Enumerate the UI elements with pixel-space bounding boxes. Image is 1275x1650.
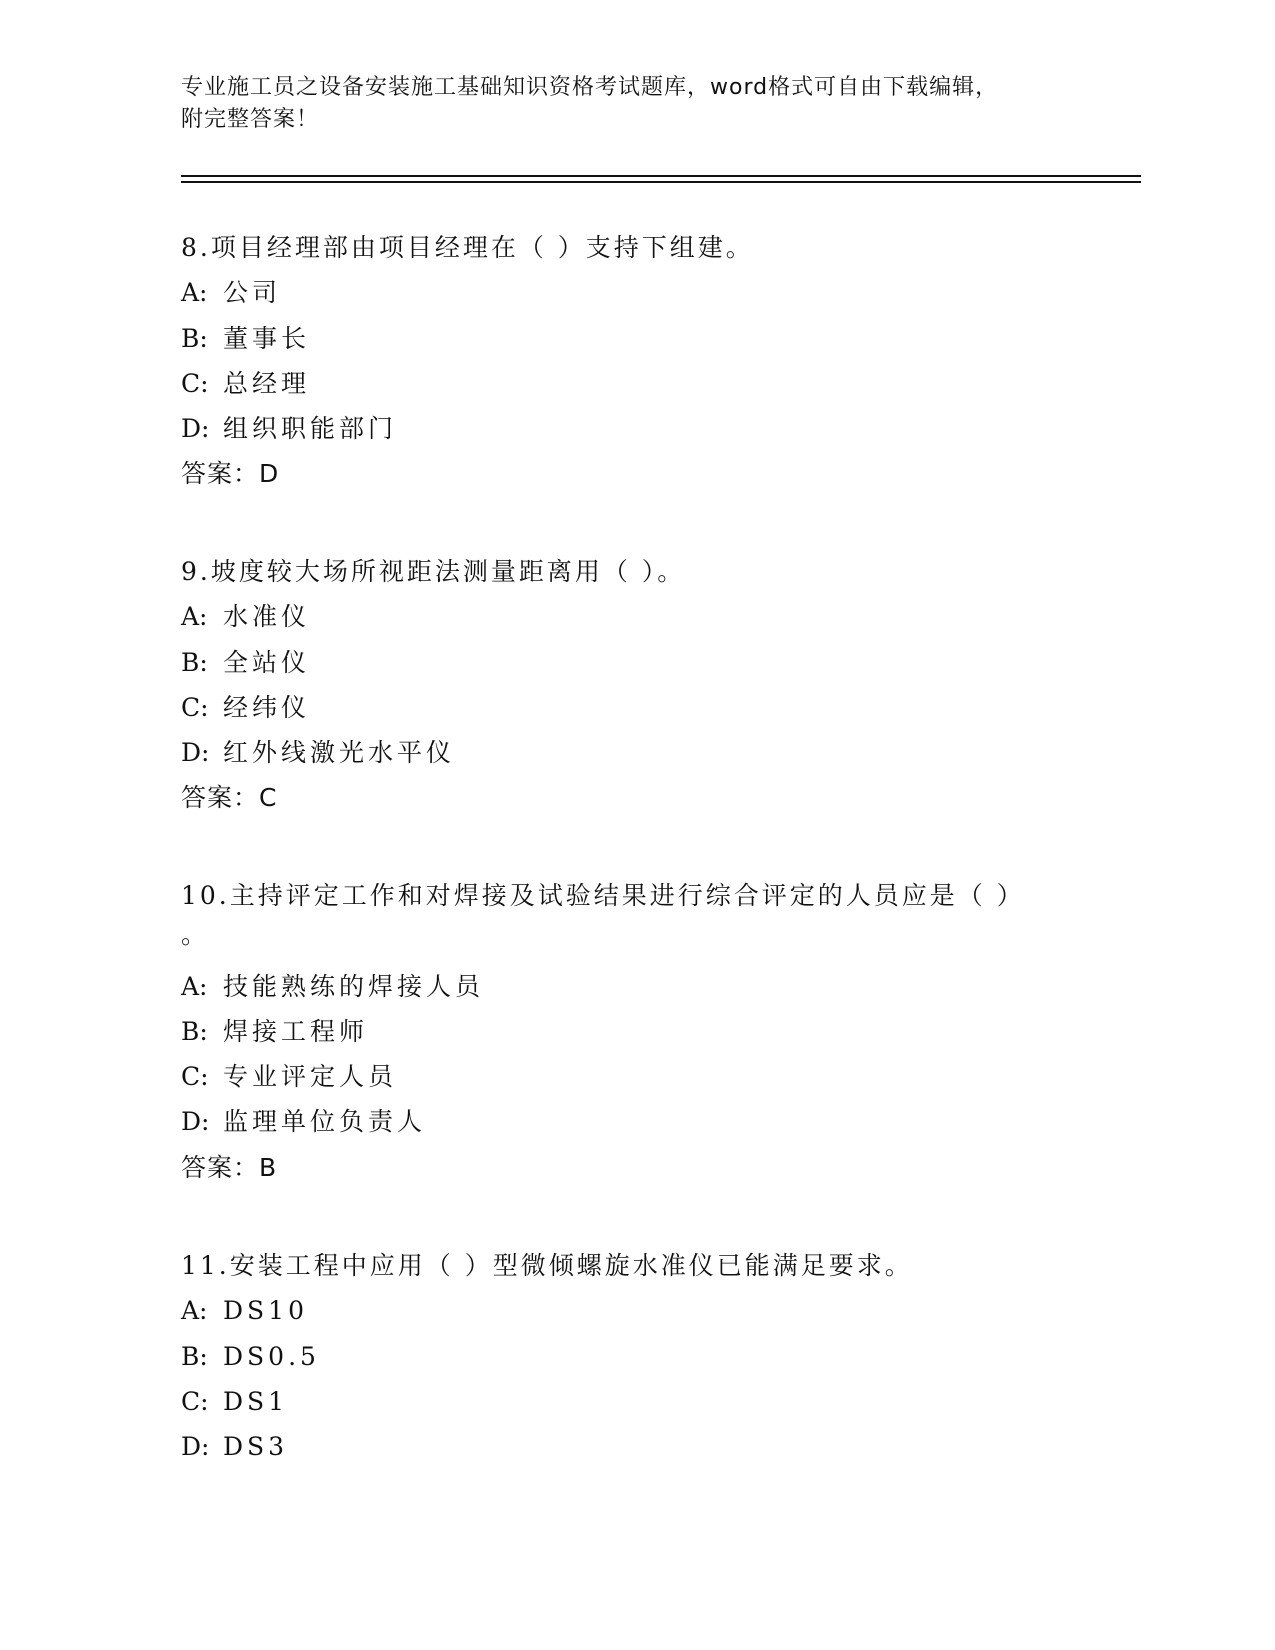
option-c — [181, 361, 1141, 406]
question-stem: 9.坡度较大场所视距法测量距离用（ ）。 — [181, 557, 686, 586]
option-label: A: — [181, 602, 208, 632]
option-label: C: — [181, 692, 209, 722]
option-text: 全站仪 — [223, 647, 311, 677]
option-label: A: — [181, 278, 208, 308]
option-text: 监理单位负责人 — [223, 1107, 427, 1137]
question-stem: 8.项目经理部由项目经理在（ ）支持下组建。 — [181, 233, 754, 262]
option-text: DS1 — [223, 1386, 289, 1416]
option-label: D: — [181, 414, 210, 444]
answer: 答案：C — [181, 783, 278, 813]
option-d — [181, 1099, 1141, 1144]
option-label: C: — [181, 368, 209, 398]
option-text: 水准仪 — [223, 602, 311, 632]
header-line-2: 附完整答案！ — [181, 107, 320, 132]
option-text: 组织职能部门 — [223, 414, 398, 444]
question-11 — [181, 1243, 1141, 1469]
option-label: D: — [181, 1432, 210, 1462]
question-stem: 10.主持评定工作和对焊接及试验结果进行综合评定的人员应是（ ） — [181, 881, 1025, 910]
option-label: B: — [181, 323, 208, 353]
question-9 — [181, 549, 1141, 821]
header-divider-bottom — [181, 181, 1141, 183]
option-text: 红外线激光水平仪 — [223, 738, 456, 768]
option-text: 焊接工程师 — [223, 1016, 369, 1046]
question-10 — [181, 873, 1141, 1190]
option-label: A: — [181, 971, 208, 1001]
option-label: C: — [181, 1386, 209, 1416]
option-text: 公司 — [223, 278, 282, 308]
option-label: D: — [181, 1107, 210, 1137]
option-d — [181, 730, 1141, 775]
option-label: B: — [181, 1016, 208, 1046]
option-text: 总经理 — [223, 368, 311, 398]
option-c — [181, 1379, 1141, 1424]
answer: 答案：B — [181, 1152, 278, 1182]
option-a — [181, 964, 1141, 1009]
option-label: C: — [181, 1062, 209, 1092]
document-header — [181, 72, 1081, 136]
question-stem-continuation: 。 — [181, 920, 210, 950]
option-text: 董事长 — [223, 323, 311, 353]
option-d — [181, 406, 1141, 451]
option-c — [181, 1054, 1141, 1099]
option-text: 技能熟练的焊接人员 — [223, 971, 485, 1001]
option-a — [181, 270, 1141, 315]
header-divider-top — [181, 175, 1141, 177]
option-b — [181, 316, 1141, 361]
question-8 — [181, 225, 1141, 497]
option-text: DS0.5 — [223, 1341, 320, 1371]
option-b — [181, 1334, 1141, 1379]
option-label: B: — [181, 647, 208, 677]
option-label: D: — [181, 738, 210, 768]
option-b — [181, 1009, 1141, 1054]
question-stem: 11.安装工程中应用（ ）型微倾螺旋水准仪已能满足要求。 — [181, 1251, 913, 1280]
option-text: DS10 — [223, 1296, 308, 1326]
answer: 答案：D — [181, 459, 280, 489]
option-d — [181, 1424, 1141, 1469]
header-line-1: 专业施工员之设备安装施工基础知识资格考试题库，word格式可自由下载编辑， — [181, 75, 999, 100]
option-a — [181, 594, 1141, 639]
option-b — [181, 640, 1141, 685]
option-text: 经纬仪 — [223, 692, 311, 722]
option-label: B: — [181, 1341, 208, 1371]
option-c — [181, 685, 1141, 730]
option-text: 专业评定人员 — [223, 1062, 398, 1092]
option-a — [181, 1288, 1141, 1333]
option-text: DS3 — [223, 1432, 289, 1462]
option-label: A: — [181, 1296, 208, 1326]
